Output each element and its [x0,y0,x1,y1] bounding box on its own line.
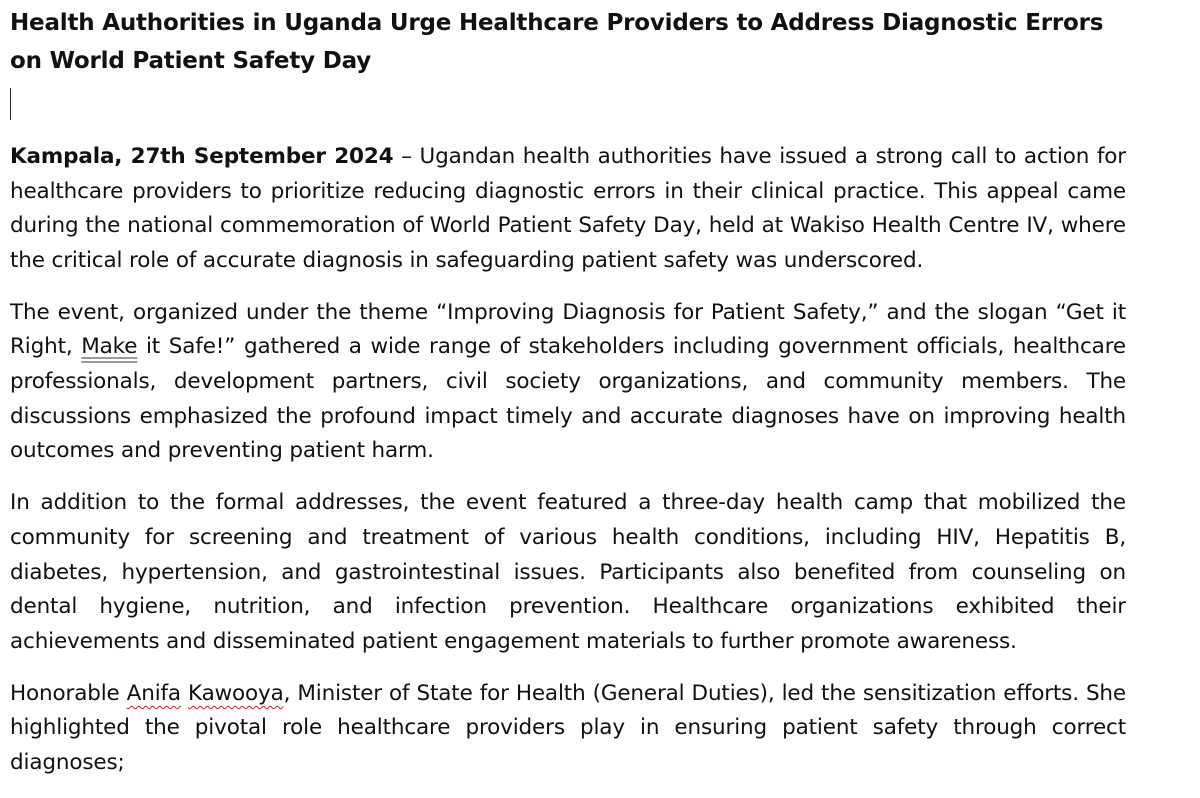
paragraph-4 [10,677,1126,781]
paragraph-1 [10,140,1126,278]
dateline: Kampala, 27th September 2024 [10,144,394,169]
paragraph-4-text-start: Honorable [10,680,127,706]
paragraph-2-text-end: it Safe!” gathered a wide range of stakeholders including government officials, healthcare professionals, development partners, civil society organizations, and community members. The discussions emphasized the profound impact timely and accurate diagnoses have on improving health outcomes and preventing patient harm. [10,334,1126,464]
spelling-flagged-first-name[interactable]: Anifa [126,680,181,706]
empty-line[interactable] [10,88,1126,125]
spelling-flagged-last-name[interactable]: Kawooya [188,680,284,706]
paragraph-1-text: – Ugandan health authorities have issued a strong call to action for healthcare providers to prioritize reducing diagnostic errors in their clinical practice. This appeal came during the national commemoration of World Patient Safety Day, held at Wakiso Health Centre IV, where the critical role of accurate diagnosis in safeguarding patient safety was underscored. [10,144,1126,273]
document-body[interactable] [10,4,1126,798]
paragraph-2-text-start: The event, organized under the theme “Improving Diagnosis for Patient Safety,” and the slogan “Get it Right, [10,299,1126,360]
paragraph-4-text-end: , Minister of State for Health (General Duties), led the sensitization efforts. She highlighted the pivotal role healthcare providers play in ensuring patient safety through correct diagnoses; [10,680,1126,775]
text-cursor [10,88,11,120]
grammar-flagged-word[interactable]: Make [81,334,138,360]
paragraph-3-text: In addition to the formal addresses, the event featured a three-day health camp that mobilized the community for screening and treatment of various health conditions, including HIV, Hepatitis B, diabetes, hypertension, and gastrointestinal issues. Participants also benefited from counseling on dental hygiene, nutrition, and infection prevention. Healthcare organizations exhibited their achievements and disseminated patient engagement materials to further promote awareness. [10,490,1126,654]
paragraph-3 [10,486,1126,659]
paragraph-2 [10,296,1126,469]
article-title: Health Authorities in Uganda Urge Healthcare Providers to Address Diagnostic Errors on World Patient Safety Day [10,10,1104,74]
